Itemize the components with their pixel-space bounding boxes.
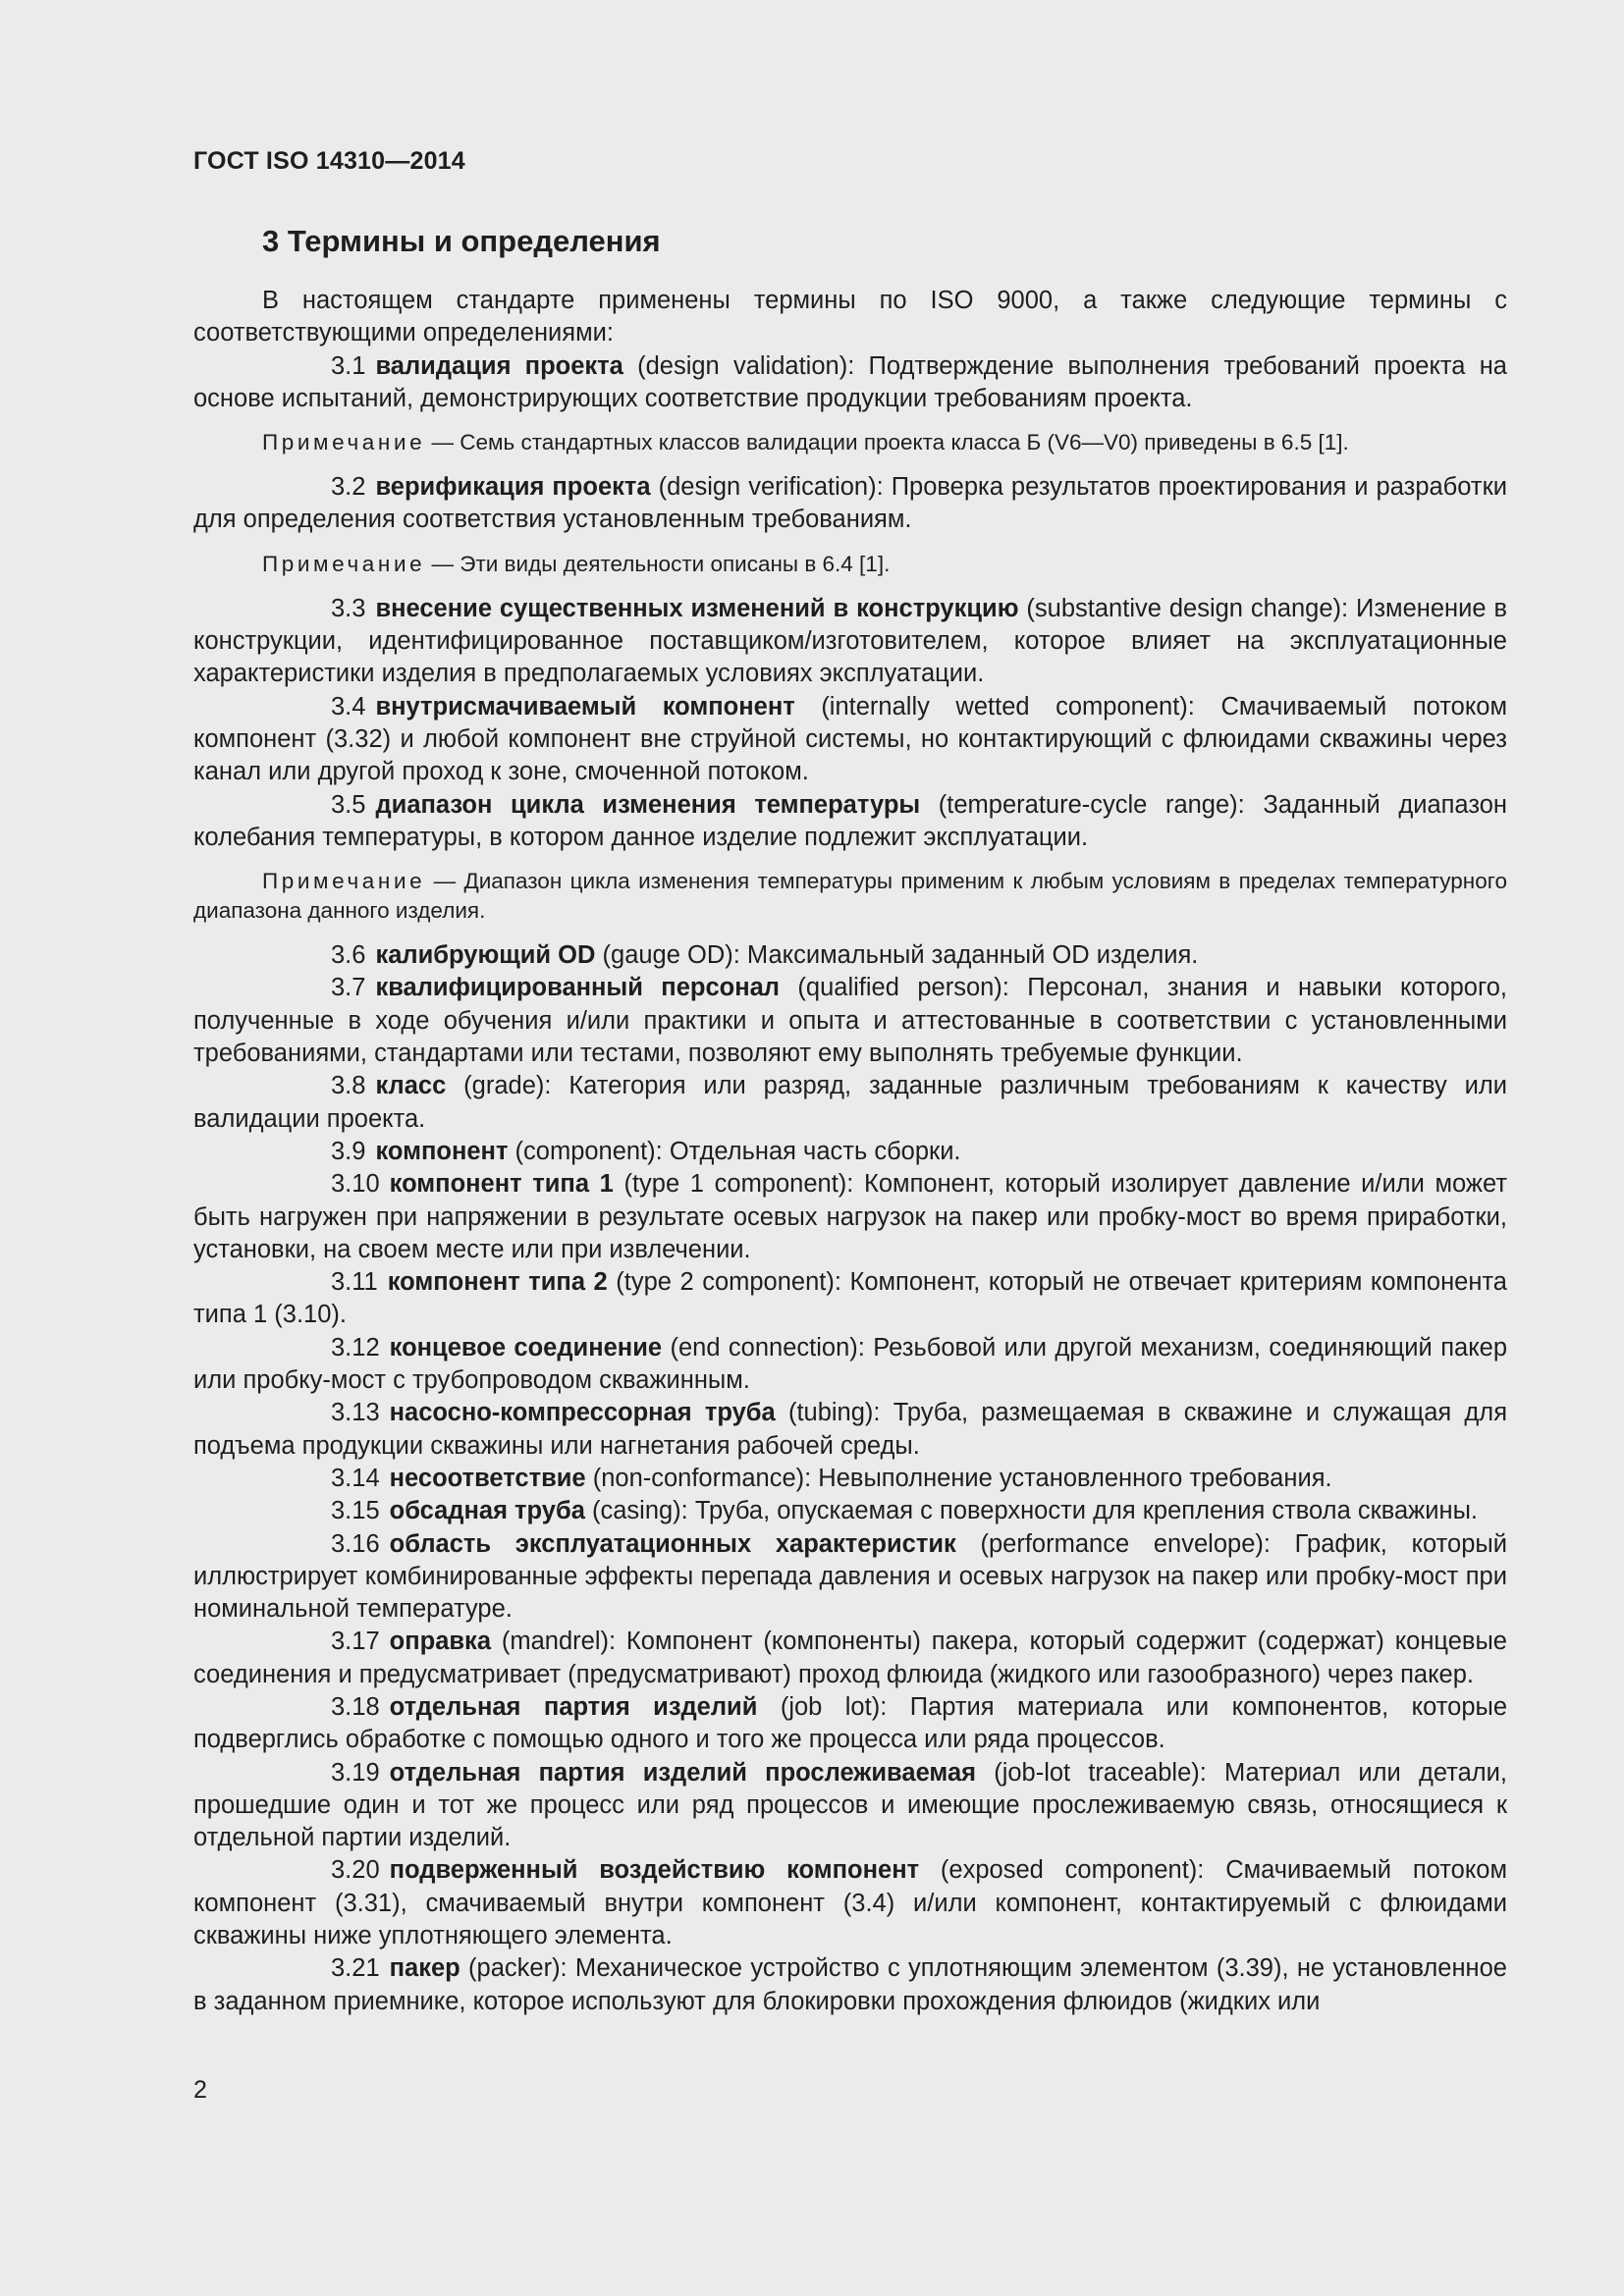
term-definition: (packer): Механическое устройство с уплотняющим элементом (3.39), не установленное в заданном приемнике, которое используют для блокировки прохождения флюидов (жидких или bbox=[193, 1954, 1507, 2015]
term-definition: (qualified person): Персонал, знания и навыки которого, полученные в ходе обучения и/или практики и опыта и аттестованные в соответствии с установленными требованиями, стандартами или тестами, позволяют ему выполнять требуемые функции. bbox=[193, 974, 1507, 1068]
term-number: 3.6 bbox=[331, 941, 366, 970]
page-number: 2 bbox=[193, 2076, 207, 2104]
document-header: ГОСТ ISO 14310—2014 bbox=[193, 147, 465, 175]
term-definition: (exposed component): Смачиваемый потоком компонент (3.31), смачиваемый внутри компонент (3.4) и/или компонент, контактируемый с флюидами скважины ниже уплотняющего элемента. bbox=[193, 1856, 1507, 1950]
term-number: 3.12 bbox=[331, 1333, 380, 1362]
term-definition: (type 1 component): Компонент, который изолирует давление и/или может быть нагружен при напряжении в результате осевых нагрузок на пакер или пробку-мост во время приработки, установки, на своем месте или при извлечении. bbox=[193, 1170, 1507, 1263]
term-entry bbox=[193, 593, 1507, 691]
term-note bbox=[193, 867, 1507, 926]
term-title: пакер bbox=[389, 1954, 460, 1983]
term-number: 3.11 bbox=[331, 1268, 378, 1297]
term-definition: (grade): Категория или разряд, заданные различным требованиям к качеству или валидации проекта. bbox=[193, 1072, 1507, 1133]
intro-paragraph: В настоящем стандарте применены термины по ISO 9000, а также следующие термины с соответствующими определениями: bbox=[193, 287, 1507, 347]
note-label: Примечание bbox=[262, 430, 426, 455]
term-number: 3.5 bbox=[331, 790, 366, 819]
term-definition: (non-conformance): Невыполнение установленного требования. bbox=[585, 1464, 1332, 1492]
term-number: 3.17 bbox=[331, 1628, 380, 1656]
term-number: 3.19 bbox=[331, 1758, 380, 1787]
term-number: 3.10 bbox=[331, 1170, 380, 1199]
term-title: класс bbox=[375, 1072, 447, 1100]
term-title: насосно-компрессорная труба bbox=[389, 1399, 776, 1427]
term-title: область эксплуатационных характеристик bbox=[389, 1529, 956, 1558]
term-entry bbox=[193, 972, 1507, 1070]
term-definition: (performance envelope): График, который иллюстрирует комбинированные эффекты перепада давления и осевых нагрузок на пакер или пробку-мост при номинальной температуре. bbox=[193, 1529, 1507, 1624]
term-definition: (casing): Труба, опускаемая с поверхности для крепления ствола скважины. bbox=[584, 1497, 1478, 1525]
term-entry bbox=[193, 1070, 1507, 1136]
term-entry bbox=[193, 1691, 1507, 1757]
term-entry bbox=[193, 1528, 1507, 1627]
term-title: обсадная труба bbox=[389, 1497, 585, 1525]
note-label: Примечание bbox=[262, 551, 426, 576]
note-dash: — bbox=[431, 430, 454, 455]
term-entry bbox=[193, 789, 1507, 855]
term-definition: (component): Отдельная часть сборки. bbox=[508, 1137, 961, 1165]
term-number: 3.18 bbox=[331, 1692, 380, 1721]
term-entry bbox=[193, 1136, 1507, 1168]
term-title: подверженный воздействию компонент bbox=[389, 1856, 920, 1885]
term-entry bbox=[193, 1168, 1507, 1266]
term-definition: (design verification): Проверка результатов проектирования и разработки для определения соответствия установленным требованиям. bbox=[193, 473, 1507, 534]
term-entry bbox=[193, 1952, 1507, 2018]
term-definition: (type 2 component): Компонент, который не отвечает критериям компонента типа 1 (3.10). bbox=[193, 1268, 1507, 1329]
term-entry bbox=[193, 691, 1507, 789]
term-title: компонент bbox=[375, 1137, 509, 1165]
note-dash: — bbox=[433, 869, 457, 894]
note-dash: — bbox=[431, 551, 454, 576]
term-entry bbox=[193, 1626, 1507, 1691]
term-title: калибрующий OD bbox=[375, 941, 596, 970]
term-definition: (internally wetted component): Смачиваемый потоком компонент (3.32) и любой компонент вне струйной системы, но контактирующий с флюидами скважины через канал или другой проход к зоне, смоченной потоком. bbox=[193, 692, 1507, 786]
term-entry bbox=[193, 1266, 1507, 1332]
term-title: компонент типа 1 bbox=[389, 1170, 614, 1199]
term-definition: (job-lot traceable): Материал или детали, прошедшие один и тот же процесс или ряд процессов и имеющие прослеживаемую связь, относящиеся к отдельной партии изделий. bbox=[193, 1758, 1507, 1852]
term-number: 3.7 bbox=[331, 974, 366, 1002]
term-definition: (tubing): Труба, размещаемая в скважине и служащая для подъема продукции скважины или нагнетания рабочей среды. bbox=[193, 1399, 1507, 1460]
term-definition: (mandrel): Компонент (компоненты) пакера, который содержит (содержат) концевые соединения и предусматривает (предусматривают) проход флюида (жидкого или газообразного) через пакер. bbox=[193, 1628, 1507, 1688]
term-title: компонент типа 2 bbox=[387, 1268, 608, 1297]
note-text: Семь стандартных классов валидации проекта класса Б (V6—V0) приведены в 6.5 [1]. bbox=[460, 430, 1349, 455]
term-definition: (gauge OD): Максимальный заданный OD изделия. bbox=[595, 941, 1199, 970]
term-title: диапазон цикла изменения температуры bbox=[375, 790, 921, 819]
term-definition: (temperature-cycle range): Заданный диапазон колебания температуры, в котором данное изделие подлежит эксплуатации. bbox=[193, 790, 1508, 851]
term-title: внутрисмачиваемый компонент bbox=[375, 692, 795, 721]
term-note bbox=[193, 550, 1507, 579]
note-text: Диапазон цикла изменения температуры применим к любым условиям в пределах температурного диапазона данного изделия. bbox=[193, 869, 1507, 924]
term-entry bbox=[193, 939, 1507, 972]
term-entry bbox=[193, 1463, 1507, 1495]
term-number: 3.9 bbox=[331, 1137, 366, 1165]
term-entry bbox=[193, 1854, 1507, 1952]
term-entry bbox=[193, 1757, 1507, 1855]
term-note bbox=[193, 428, 1507, 457]
term-entry bbox=[193, 1397, 1507, 1463]
term-entry bbox=[193, 350, 1507, 416]
term-definition: (design validation): Подтверждение выполнения требований проекта на основе испытаний, демонстрирующих соответствие продукции требованиям проекта. bbox=[193, 351, 1507, 412]
term-number: 3.4 bbox=[331, 692, 366, 721]
section-title: 3 Термины и определения bbox=[262, 224, 661, 258]
note-text: Эти виды деятельности описаны в 6.4 [1]. bbox=[460, 551, 891, 576]
term-number: 3.15 bbox=[331, 1497, 380, 1525]
note-label: Примечание bbox=[262, 869, 426, 894]
term-entry bbox=[193, 1332, 1507, 1398]
term-number: 3.8 bbox=[331, 1072, 366, 1100]
term-title: концевое соединение bbox=[389, 1333, 663, 1362]
term-definition: (substantive design change): Изменение в конструкции, идентифицированное поставщиком/изготовителем, которое влияет на эксплуатационные характеристики изделия в предполагаемых условиях эксплуатации. bbox=[193, 594, 1508, 688]
term-number: 3.21 bbox=[331, 1954, 380, 1983]
terms-content bbox=[193, 285, 1507, 2018]
term-definition: (job lot): Партия материала или компонентов, которые подверглись обработке с помощью одного и того же процесса или ряда процессов. bbox=[193, 1692, 1508, 1754]
term-number: 3.3 bbox=[331, 594, 366, 622]
term-number: 3.16 bbox=[331, 1529, 380, 1558]
term-entry bbox=[193, 471, 1507, 537]
term-number: 3.2 bbox=[331, 473, 366, 502]
term-number: 3.14 bbox=[331, 1464, 380, 1492]
term-title: валидация проекта bbox=[375, 351, 623, 380]
term-title: верификация проекта bbox=[375, 473, 651, 502]
terms-list bbox=[193, 350, 1507, 2018]
term-title: отдельная партия изделий bbox=[389, 1692, 758, 1721]
term-number: 3.20 bbox=[331, 1856, 380, 1885]
term-definition: (end connection): Резьбовой или другой механизм, соединяющий пакер или пробку-мост с трубопроводом скважинным. bbox=[193, 1333, 1508, 1395]
term-number: 3.1 bbox=[331, 351, 366, 380]
term-entry bbox=[193, 1495, 1507, 1527]
term-title: внесение существенных изменений в конструкцию bbox=[375, 594, 1019, 622]
term-title: отдельная партия изделий прослеживаемая bbox=[389, 1758, 976, 1787]
term-number: 3.13 bbox=[331, 1399, 380, 1427]
term-title: несоответствие bbox=[389, 1464, 586, 1492]
term-title: квалифицированный персонал bbox=[375, 974, 781, 1002]
term-title: оправка bbox=[389, 1628, 491, 1656]
